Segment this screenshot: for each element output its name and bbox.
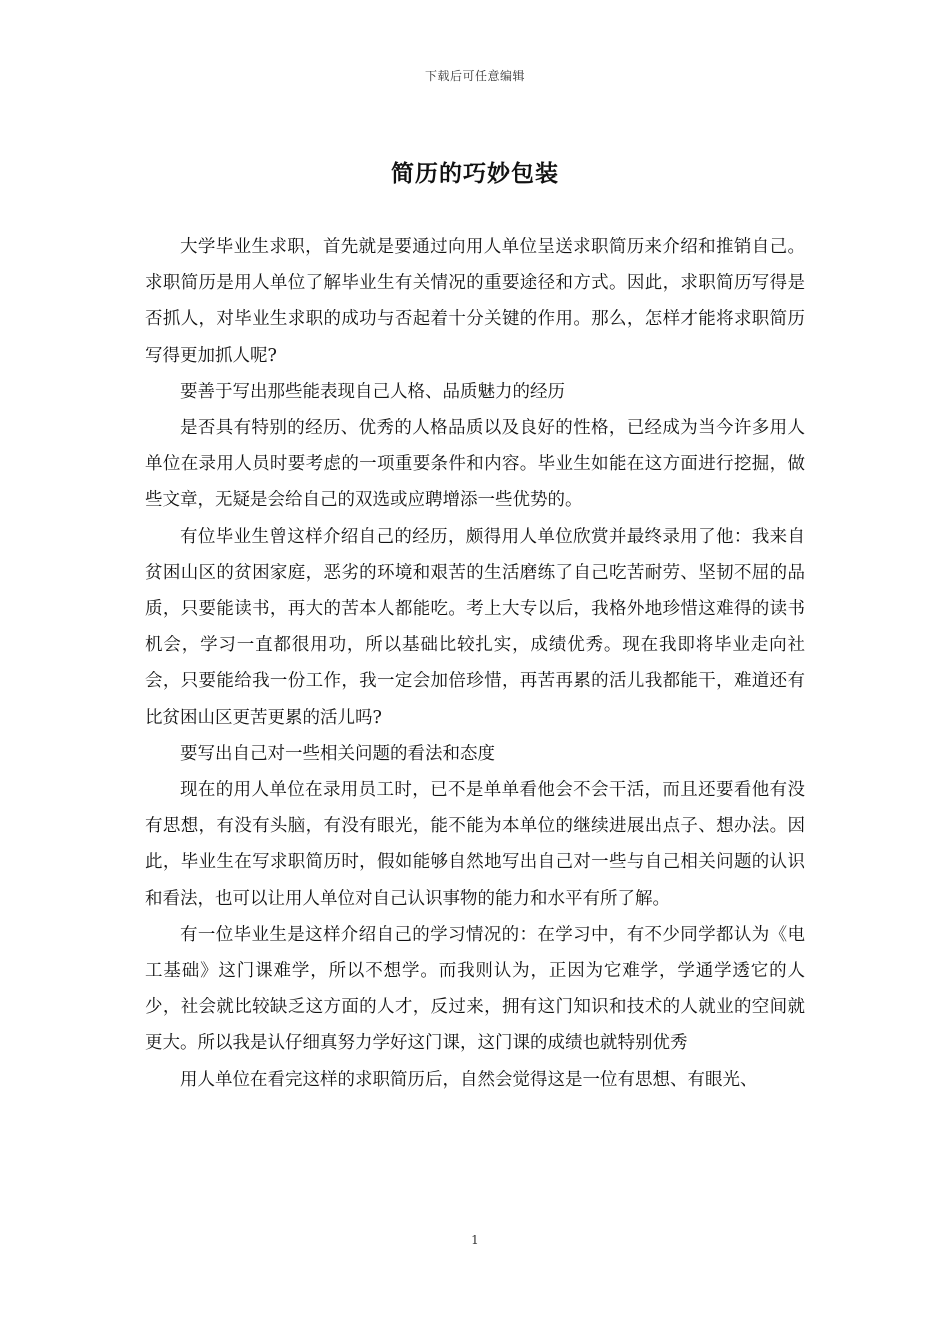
paragraph: 大学毕业生求职，首先就是要通过向用人单位呈送求职简历来介绍和推销自己。求职简历是用人单位了解毕业生有关情况的重要途径和方式。因此，求职简历写得是否抓人，对毕业生求职的成功与否起着十分关键的作用。那么，怎样才能将求职简历写得更加抓人呢? (145, 237, 805, 366)
paragraph: 是否具有特别的经历、优秀的人格品质以及良好的性格，已经成为当今许多用人单位在录用人员时要考虑的一项重要条件和内容。毕业生如能在这方面进行挖掘，做些文章，无疑是会给自己的双选或应聘增添一些优势的。 (145, 418, 805, 511)
header-note: 下载后可任意编辑 (424, 69, 525, 83)
document-title: 简历的巧妙包装 (391, 160, 559, 187)
document-body (145, 229, 805, 1098)
section-heading: 要写出自己对一些相关问题的看法和态度 (180, 743, 495, 764)
section-heading: 要善于写出那些能表现自己人格、品质魅力的经历 (180, 381, 565, 402)
paragraph: 有一位毕业生是这样介绍自己的学习情况的：在学习中，有不少同学都认为《电工基础》这门课难学，所以不想学。而我则认为，正因为它难学，学通学透它的人少，社会就比较缺乏这方面的人才，反过来，拥有这门知识和技术的人就业的空间就更大。所以我是认仔细真努力学好这门课，这门课的成绩也就特别优秀 (145, 924, 805, 1054)
paragraph: 用人单位在看完这样的求职简历后，自然会觉得这是一位有思想、有眼光、 (180, 1069, 758, 1090)
page-number: 1 (471, 1233, 479, 1247)
paragraph: 现在的用人单位在录用员工时，已不是单单看他会不会干活，而且还要看他有没有思想，有没有头脑，有没有眼光，能不能为本单位的继续进展出点子、想办法。因此，毕业生在写求职简历时，假如能够自然地写出自己对一些与自己相关问题的认识和看法，也可以让用人单位对自己认识事物的能力和水平有所了解。 (145, 780, 805, 909)
paragraph: 有位毕业生曾这样介绍自己的经历，颇得用人单位欣赏并最终录用了他：我来自贫困山区的贫困家庭，恶劣的环境和艰苦的生活磨练了自己吃苦耐劳、坚韧不屈的品质，只要能读书，再大的苦本人都能吃。考上大专以后，我格外地珍惜这难得的读书机会，学习一直都很用功，所以基础比较扎实，成绩优秀。现在我即将毕业走向社会，只要能给我一份工作，我一定会加倍珍惜，再苦再累的活儿我都能干，难道还有比贫困山区更苦更累的活儿吗? (145, 526, 805, 728)
